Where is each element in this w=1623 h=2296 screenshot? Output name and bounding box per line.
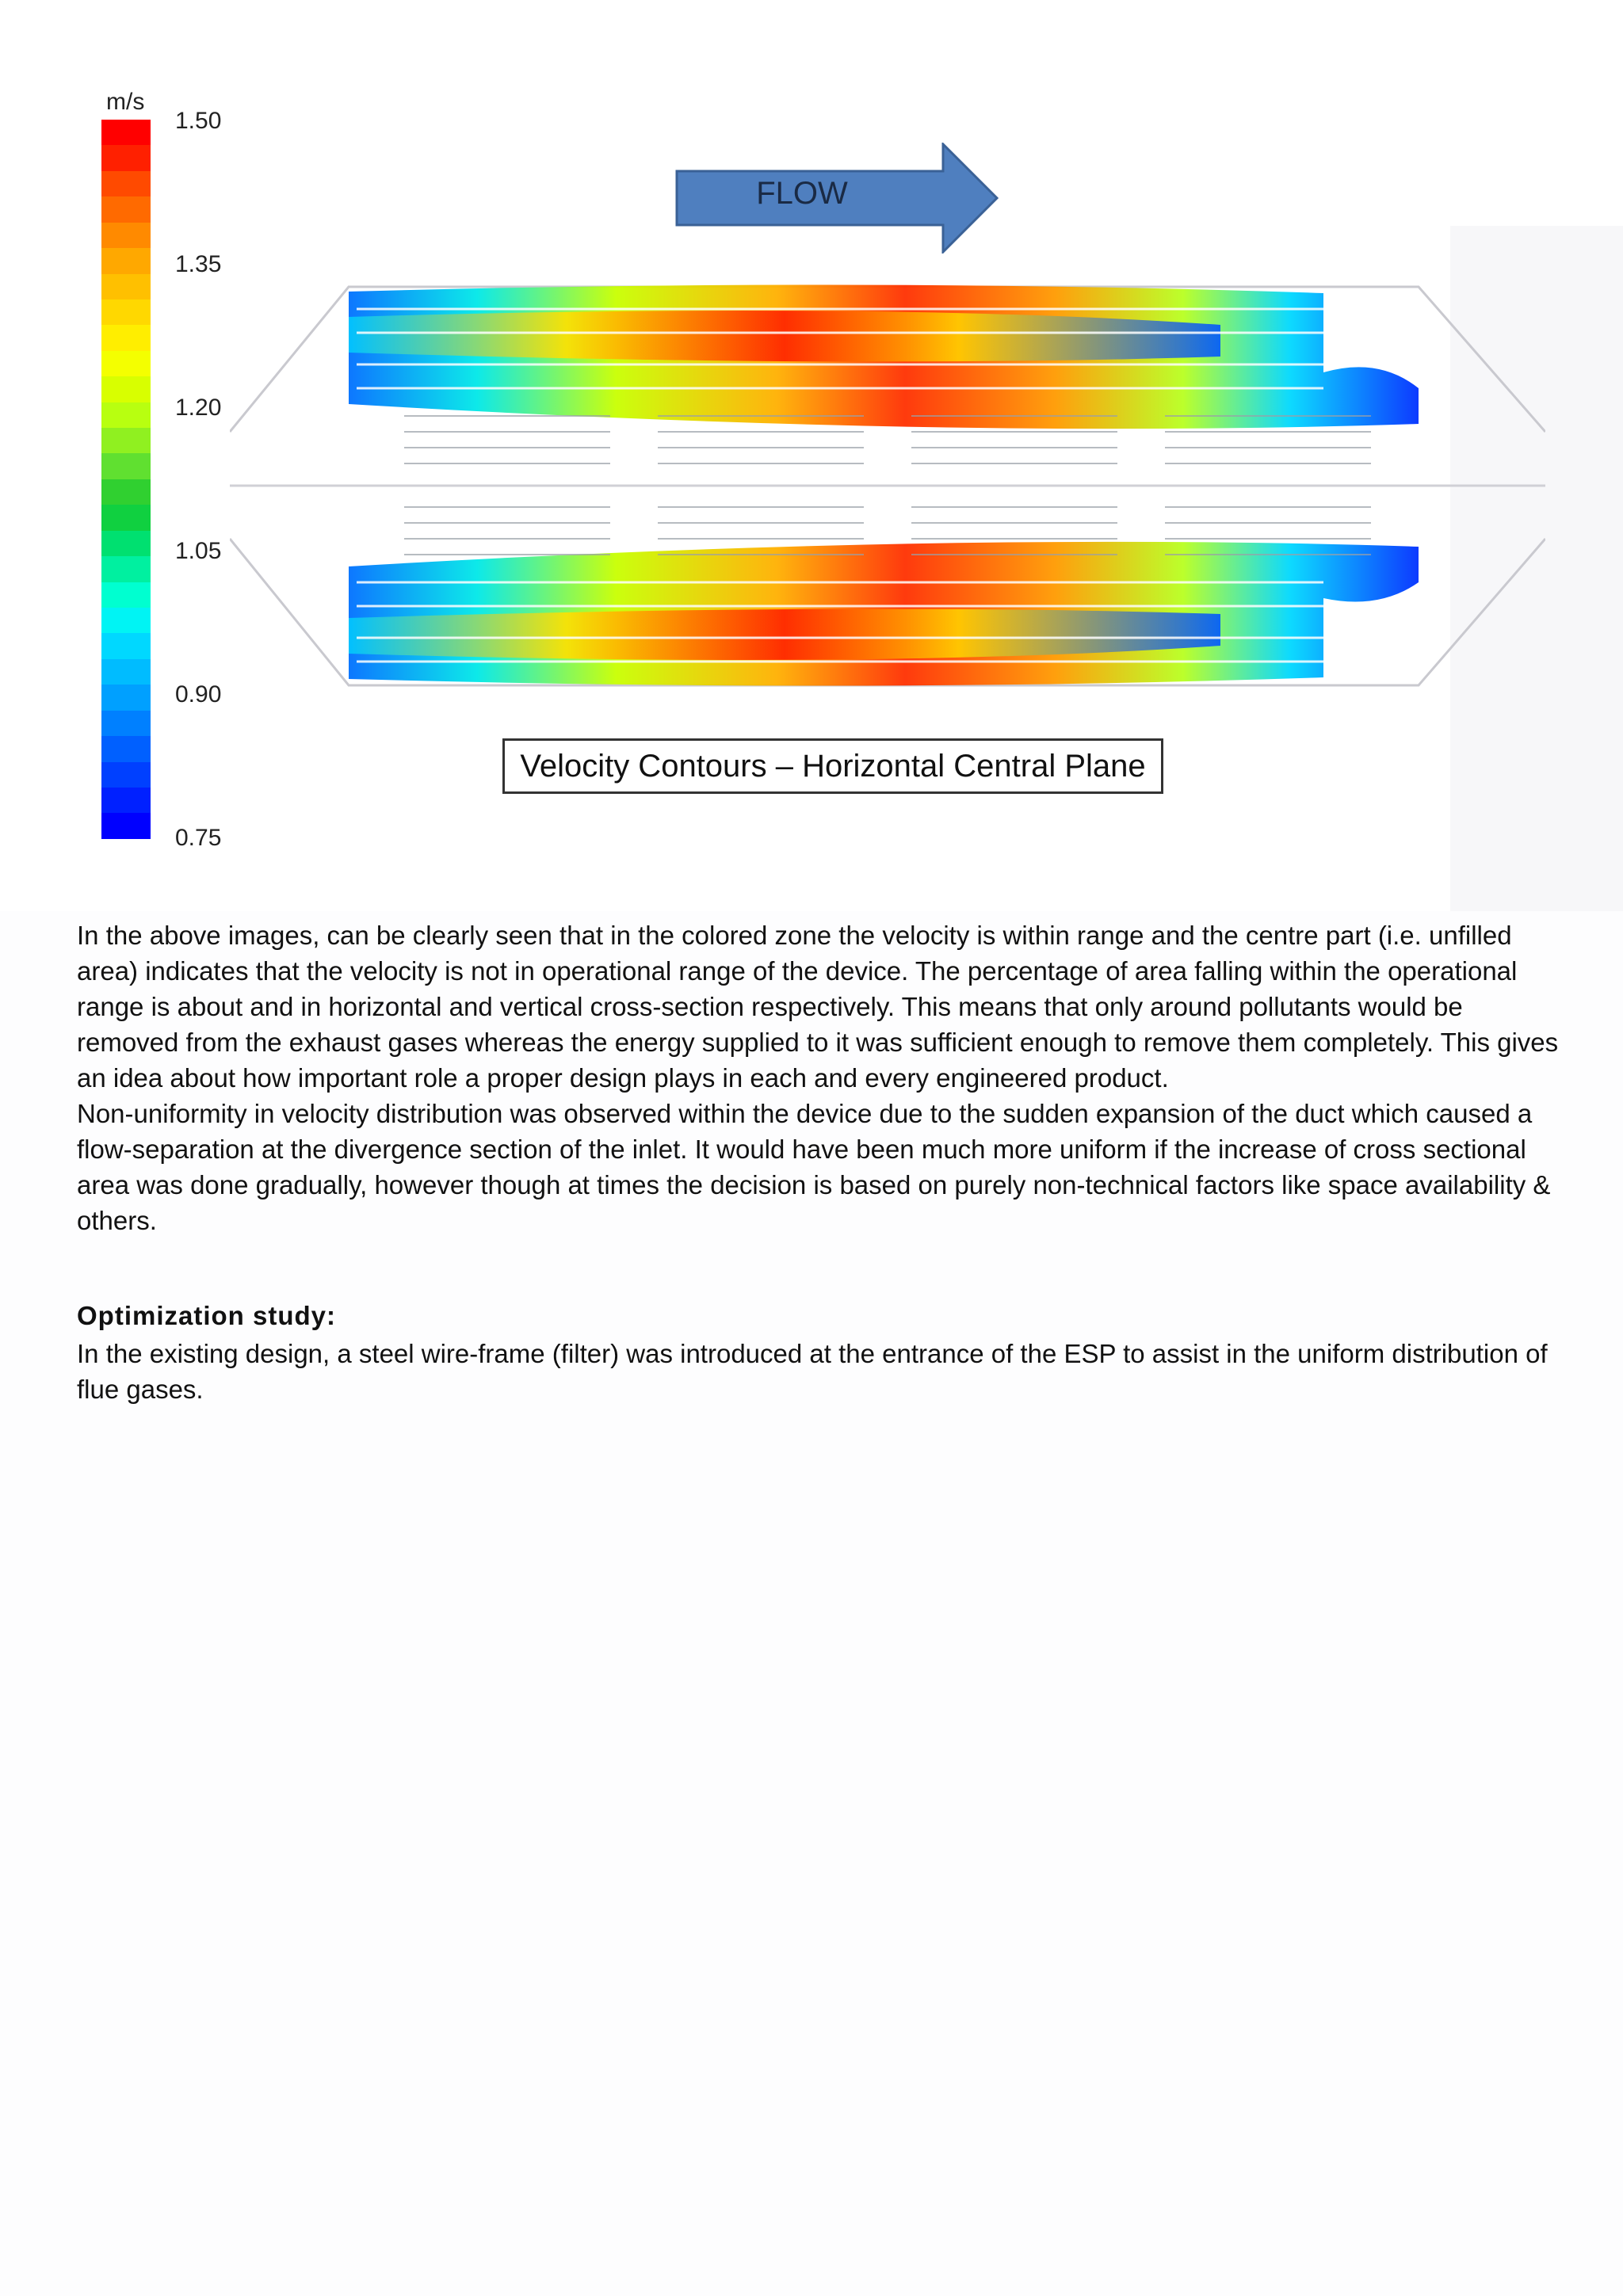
legend-color-cell <box>101 659 151 685</box>
legend-color-cell <box>101 813 151 838</box>
paragraph-text: In the existing design, a steel wire-frame (filter) was introduced at the entrance of the ESP to assist in the uniform distribution of flue gases. <box>77 1339 1548 1404</box>
legend-color-cell <box>101 325 151 350</box>
legend-color-cell <box>101 582 151 608</box>
legend-color-cell <box>101 248 151 273</box>
velocity-contour-figure <box>0 0 1623 911</box>
legend-color-cell <box>101 685 151 710</box>
legend-color-cell <box>101 196 151 222</box>
legend-color-cell <box>101 223 151 248</box>
paragraph-results <box>77 917 1567 1238</box>
legend-color-cell <box>101 120 151 145</box>
legend-color-cell <box>101 299 151 325</box>
figure-caption: Velocity Contours – Horizontal Central Plane <box>502 738 1163 794</box>
flow-label: FLOW <box>756 176 848 211</box>
legend-color-cell <box>101 171 151 196</box>
legend-color-cell <box>101 556 151 582</box>
velocity-color-scale <box>101 120 151 839</box>
legend-tick-label: 0.75 <box>175 825 222 851</box>
legend-color-cell <box>101 402 151 428</box>
paragraph-text: Non-uniformity in velocity distribution was observed within the device due to the sudden expansion of the duct which caused a flow-separation at the divergence section of the inlet. It would have been much more uniform if the increase of cross sectional area was done gradually, however though at times the decision is based on purely non-technical factors like space availability & others. <box>77 1099 1551 1235</box>
legend-color-cell <box>101 531 151 556</box>
legend-color-cell <box>101 274 151 299</box>
legend-color-cell <box>101 479 151 505</box>
legend-color-cell <box>101 711 151 736</box>
legend-color-cell <box>101 608 151 633</box>
legend-color-cell <box>101 505 151 530</box>
legend-tick-label: 1.50 <box>175 108 222 134</box>
paragraph-text: In the above images, can be clearly seen that in the colored zone the velocity is within range and the centre part (i.e. unfilled area) indicates that the velocity is not in operational range of the device. The percentage of area falling within the operational range is about and in horizontal and vertical cross-section respectively. This means that only around pollutants would be removed from the exhaust gases whereas the energy supplied to it was sufficient enough to remove them completely. This gives an idea about how important role a proper design plays in each and every engineered product. <box>77 921 1559 1093</box>
legend-tick-label: 1.20 <box>175 395 222 421</box>
legend-color-cell <box>101 736 151 761</box>
legend-color-cell <box>101 145 151 170</box>
legend-color-cell <box>101 453 151 479</box>
section-heading: Optimization study: <box>77 1301 336 1330</box>
legend-color-cell <box>101 428 151 453</box>
velocity-contour-plot <box>230 269 1545 701</box>
legend-tick-label: 0.90 <box>175 681 222 707</box>
legend-color-cell <box>101 351 151 376</box>
paragraph-optimization <box>77 1336 1567 1407</box>
legend-color-cell <box>101 633 151 658</box>
legend-tick-label: 1.35 <box>175 251 222 277</box>
legend-color-cell <box>101 376 151 402</box>
legend-color-cell <box>101 762 151 788</box>
legend-tick-label: 1.05 <box>175 538 222 564</box>
legend-unit-label: m/s <box>106 89 145 115</box>
legend-color-cell <box>101 788 151 813</box>
